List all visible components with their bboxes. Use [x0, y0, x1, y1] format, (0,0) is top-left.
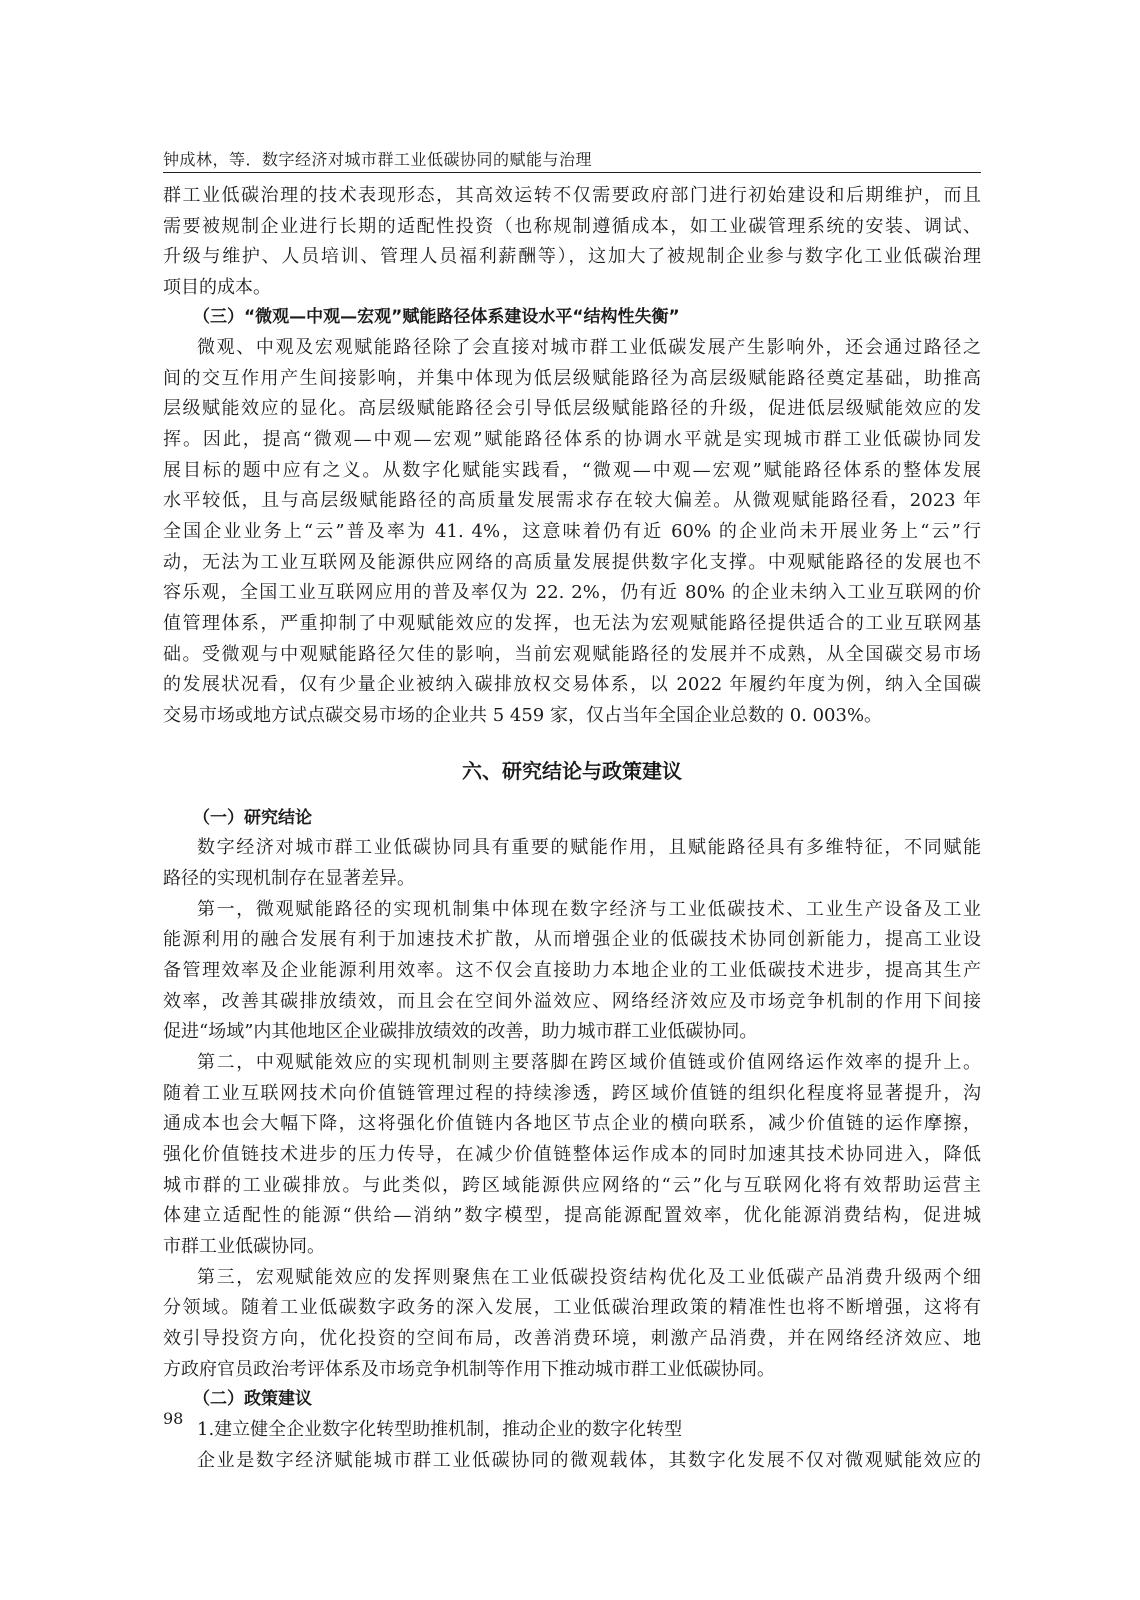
text-line: 数字经济对城市群工业低碳协同具有重要的赋能作用，且赋能路径具有多维特征，不同赋能 [197, 837, 981, 858]
subsection-heading: （三）“微观—中观—宏观”赋能路径体系建设水平“结构性失衡” [193, 307, 680, 327]
text-line: 体建立适配性的能源“供给—消纳”数字模型，提高能源配置效率，优化能源消费结构，促进城 [163, 1205, 981, 1226]
text-line: 升级与维护、人员培训、管理人员福利薪酬等），这加大了被规制企业参与数字化工业低碳治理 [163, 246, 981, 267]
text-line: 水平较低，且与高层级赋能路径的高质量发展需求存在较大偏差。从微观赋能路径看，2023 年 [163, 490, 981, 511]
text-line: 挥。因此，提高“微观—中观—宏观”赋能路径体系的协调水平就是实现城市群工业低碳协同发 [163, 429, 981, 450]
text-line: 间的交互作用产生间接影响，并集中体现为低层级赋能路径为高层级赋能路径奠定基础，助推高 [163, 368, 981, 389]
text-line: 效率，改善其碳排放绩效，而且会在空间外溢效应、网络经济效应及市场竞争机制的作用下间接 [163, 991, 981, 1012]
text-line: 值管理体系，严重抑制了中观赋能效应的发挥，也无法为宏观赋能路径提供适合的工业互联网基 [163, 613, 981, 634]
text-line: 交易市场或地方试点碳交易市场的企业共 5 459 家，仅占当年全国企业总数的 0. 003%。 [163, 705, 883, 726]
text-line: 通成本也会大幅下降，这将强化价值链内各地区节点企业的横向联系，减少价值链的运作摩擦， [163, 1113, 981, 1134]
text-line: 效引导投资方向，优化投资的空间布局，改善消费环境，刺激产品消费，并在网络经济效应、地 [163, 1328, 981, 1349]
text-line: 第二，中观赋能效应的实现机制则主要落脚在跨区域价值链或价值网络运作效率的提升上。 [197, 1052, 981, 1073]
text-line: 容乐观，全国工业互联网应用的普及率仅为 22. 2%，仍有近 80% 的企业未纳入工业互联网的价 [163, 582, 981, 603]
text-line: 促进“场域”内其他地区企业碳排放绩效的改善，助力城市群工业低碳协同。 [163, 1021, 758, 1042]
text-line: 微观、中观及宏观赋能路径除了会直接对城市群工业低碳发展产生影响外，还会通过路径之 [197, 337, 981, 358]
text-line: 城市群的工业碳排放。与此类似，跨区域能源供应网络的“云”化与互联网化将有效帮助运营主 [163, 1175, 981, 1196]
text-line: 路径的实现机制存在显著差异。 [163, 868, 415, 889]
policy-item-heading: 1.建立健全企业数字化转型助推机制，推动企业的数字化转型 [197, 1419, 683, 1440]
text-line: 动，无法为工业互联网及能源供应网络的高质量发展提供数字化支撑。中观赋能路径的发展也不 [163, 552, 981, 573]
text-line: 全国企业业务上“云”普及率为 41. 4%，这意味着仍有近 60% 的企业尚未开展业务上“云”行 [163, 521, 981, 542]
running-head: 钟成林，等．数字经济对城市群工业低碳协同的赋能与治理 [163, 150, 593, 169]
text-line: 群工业低碳治理的技术表现形态，其高效运转不仅需要政府部门进行初始建设和后期维护，而且 [163, 185, 981, 206]
section-heading: 六、研究结论与政策建议 [462, 759, 682, 783]
text-line: 项目的成本。 [163, 277, 271, 298]
subsection-heading: （一）研究结论 [193, 808, 312, 828]
text-line: 的发展状况看，仅有少量企业被纳入碳排放权交易体系，以 2022 年履约年度为例，纳入全国碳 [163, 674, 981, 695]
text-line: 市群工业低碳协同。 [163, 1236, 325, 1257]
text-line: 随着工业互联网技术向价值链管理过程的持续渗透，跨区域价值链的组织化程度将显著提升，沟 [163, 1083, 981, 1104]
text-line: 第三，宏观赋能效应的发挥则聚焦在工业低碳投资结构优化及工业低碳产品消费升级两个细 [197, 1267, 981, 1288]
header-rule [163, 172, 981, 173]
text-line: 备管理效率及企业能源利用效率。这不仅会直接助力本地企业的工业低碳技术进步，提高其生产 [163, 960, 981, 981]
text-line: 需要被规制企业进行长期的适配性投资（也称规制遵循成本，如工业碳管理系统的安装、调试、 [163, 216, 981, 237]
subsection-heading: （二）政策建议 [193, 1389, 312, 1409]
text-line: 展目标的题中应有之义。从数字化赋能实践看，“微观—中观—宏观”赋能路径体系的整体发展 [163, 460, 981, 481]
text-line: 能源利用的融合发展有利于加速技术扩散，从而增强企业的低碳技术协同创新能力，提高工业设 [163, 929, 981, 950]
text-line: 层级赋能效应的显化。高层级赋能路径会引导低层级赋能路径的升级，促进低层级赋能效应的发 [163, 398, 981, 419]
page-number: 98 [163, 1409, 184, 1428]
text-line: 础。受微观与中观赋能路径欠佳的影响，当前宏观赋能路径的发展并不成熟，从全国碳交易市场 [163, 644, 981, 665]
text-line: 方政府官员政治考评体系及市场竞争机制等作用下推动城市群工业低碳协同。 [163, 1359, 775, 1380]
text-line: 企业是数字经济赋能城市群工业低碳协同的微观载体，其数字化发展不仅对微观赋能效应的 [197, 1450, 981, 1471]
text-line: 强化价值链技术进步的压力传导，在减少价值链整体运作成本的同时加速其技术协同进入，降低 [163, 1144, 981, 1165]
text-line: 第一，微观赋能路径的实现机制集中体现在数字经济与工业低碳技术、工业生产设备及工业 [197, 899, 981, 920]
text-line: 分领域。随着工业低碳数字政务的深入发展，工业低碳治理政策的精准性也将不断增强，这将有 [163, 1297, 981, 1318]
